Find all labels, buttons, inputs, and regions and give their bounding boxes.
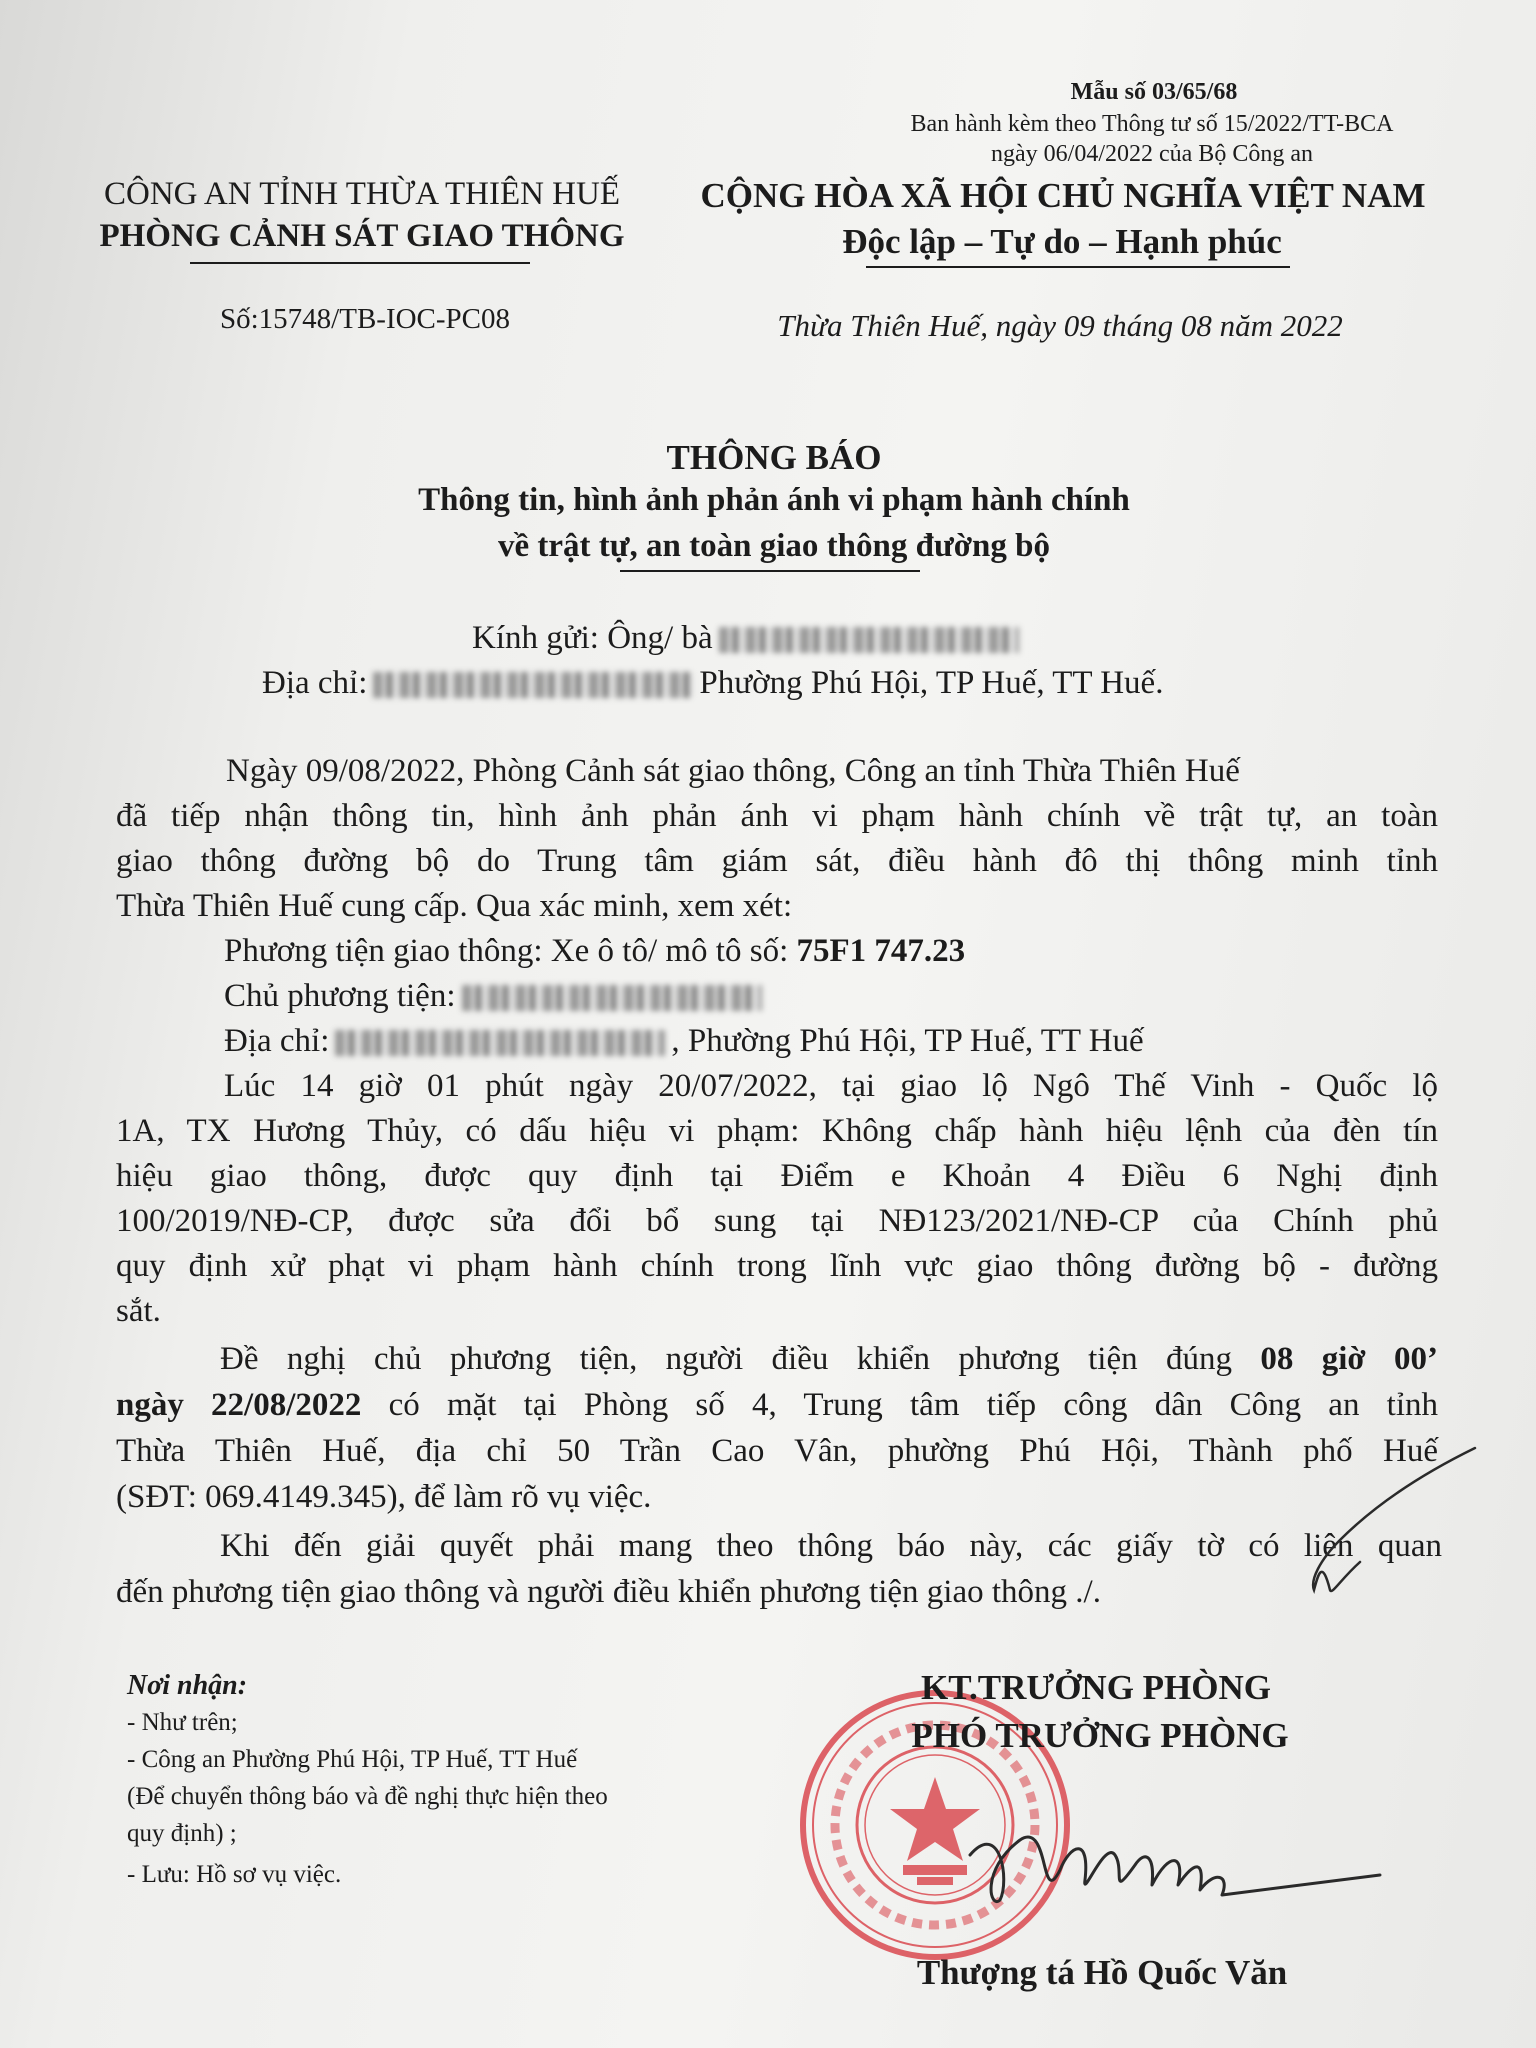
recipient-address [262,667,1163,700]
form-number: Mẫu số 03/65/68 [1070,79,1238,105]
national-motto: Độc lập – Tự do – Hạnh phúc [842,222,1282,261]
department-name: PHÒNG CẢNH SÁT GIAO THÔNG [99,218,625,254]
appointment-date: ngày 22/08/2022 [116,1387,362,1423]
redacted-owner-address [335,1030,665,1056]
owner-address-line [224,1025,1144,1058]
signature-on-behalf: KT.TRƯỞNG PHÒNG [921,1668,1271,1707]
agency-name: CÔNG AN TỈNH THỪA THIÊN HUẾ [103,176,621,212]
p2-line-1: Lúc 14 giờ 01 phút ngày 20/07/2022, tại giao lộ Ngô Thế Vinh - Quốc lộ [224,1068,1438,1104]
owner-address-tail: , Phường Phú Hội, TP Huế, TT Huế [671,1023,1144,1059]
p1-line-1: Ngày 09/08/2022, Phòng Cảnh sát giao thông, Công an tỉnh Thừa Thiên Huế [226,753,1240,789]
handwritten-signature [940,1760,1400,1920]
notice-title: THÔNG BÁO [666,438,882,477]
nation-name: CỘNG HÒA XÃ HỘI CHỦ NGHĨA VIỆT NAM [700,176,1426,215]
p2-line-2: 1A, TX Hương Thủy, có dấu hiệu vi phạm: Không chấp hành hiệu lệnh của đèn tín [116,1113,1438,1149]
department-underline [190,262,530,264]
document-number: Số:15748/TB-IOC-PC08 [219,303,511,335]
address-label: Địa chỉ: [262,665,368,701]
greeting-label: Kính gửi: Ông/ bà [472,620,713,656]
owner-label: Chủ phương tiện: [224,978,456,1014]
recipients-item-4: quy định) ; [127,1820,237,1847]
place-and-date: Thừa Thiên Huế, ngày 09 tháng 08 năm 2022 [777,308,1343,343]
recipients-item-3: (Để chuyển thông báo và đề nghị thực hiện theo [127,1783,608,1810]
p1-line-2: đã tiếp nhận thông tin, hình ảnh phản ánh vi phạm hành chính về trật tự, an toàn [116,798,1438,834]
recipient-greeting [472,622,1025,655]
p3-line-3: Thừa Thiên Huế, địa chỉ 50 Trần Cao Vân, phường Phú Hội, Thành phố Huế [116,1433,1438,1469]
recipients-item-1: - Như trên; [127,1709,238,1736]
p2-line-5: quy định xử phạt vi phạm hành chính trong lĩnh vực giao thông đường bộ - đường [116,1248,1438,1284]
signature-position: PHÓ TRƯỞNG PHÒNG [911,1716,1289,1755]
vehicle-plate: 75F1 747.23 [796,933,966,969]
redacted-address [373,672,693,698]
vehicle-line [224,935,965,968]
address-tail: Phường Phú Hội, TP Huế, TT Huế. [699,665,1164,701]
appointment-time: 08 giờ 00’ [1260,1341,1439,1377]
recipients-item-5: - Lưu: Hồ sơ vụ việc. [127,1861,342,1888]
p2-line-4: 100/2019/NĐ-CP, được sửa đổi bổ sung tại NĐ123/2021/NĐ-CP của Chính phủ [116,1203,1438,1239]
p3-line-1 [220,1343,1438,1376]
p4-line-1: Khi đến giải quyết phải mang theo thông báo này, các giấy tờ có liên quan [220,1528,1442,1564]
owner-line [224,980,768,1013]
notice-subtitle-1: Thông tin, hình ảnh phản ánh vi phạm hành chính [418,482,1130,518]
subtitle-underline [620,570,920,572]
p1-line-3: giao thông đường bộ do Trung tâm giám sát, điều hành đô thị thông minh tỉnh [116,843,1438,879]
vehicle-label: Phương tiện giao thông: Xe ô tô/ mô tô số: [224,933,789,969]
p1-line-4: Thừa Thiên Huế cung cấp. Qua xác minh, xem xét: [116,888,793,924]
p3-line-4: (SĐT: 069.4149.345), để làm rõ vụ việc. [116,1479,652,1515]
p3-line-1-text: Đề nghị chủ phương tiện, người điều khiển phương tiện đúng [220,1341,1232,1377]
p2-line-3: hiệu giao thông, được quy định tại Điểm e Khoản 4 Điều 6 Nghị định [116,1158,1438,1194]
motto-underline [866,266,1290,268]
recipients-item-2: - Công an Phường Phú Hội, TP Huế, TT Huế [127,1746,578,1773]
form-issued-line-2: ngày 06/04/2022 của Bộ Công an [991,141,1313,167]
redacted-name [719,627,1019,653]
recipients-heading: Nơi nhận: [127,1670,248,1701]
signer-name: Thượng tá Hồ Quốc Văn [916,1953,1288,1992]
p2-line-6: sắt. [116,1293,161,1329]
owner-address-label: Địa chỉ: [224,1023,330,1059]
p3-line-2-text: có mặt tại Phòng số 4, Trung tâm tiếp công dân Công an tỉnh [388,1387,1438,1423]
form-issued-line-1: Ban hành kèm theo Thông tư số 15/2022/TT-BCA [910,111,1394,137]
redacted-owner [462,985,762,1011]
margin-initial-mark [1270,1440,1490,1600]
notice-subtitle-2: về trật tự, an toàn giao thông đường bộ [497,528,1051,564]
p3-line-2 [116,1389,1438,1422]
p4-line-2: đến phương tiện giao thông và người điều khiển phương tiện giao thông ./. [116,1574,1101,1610]
